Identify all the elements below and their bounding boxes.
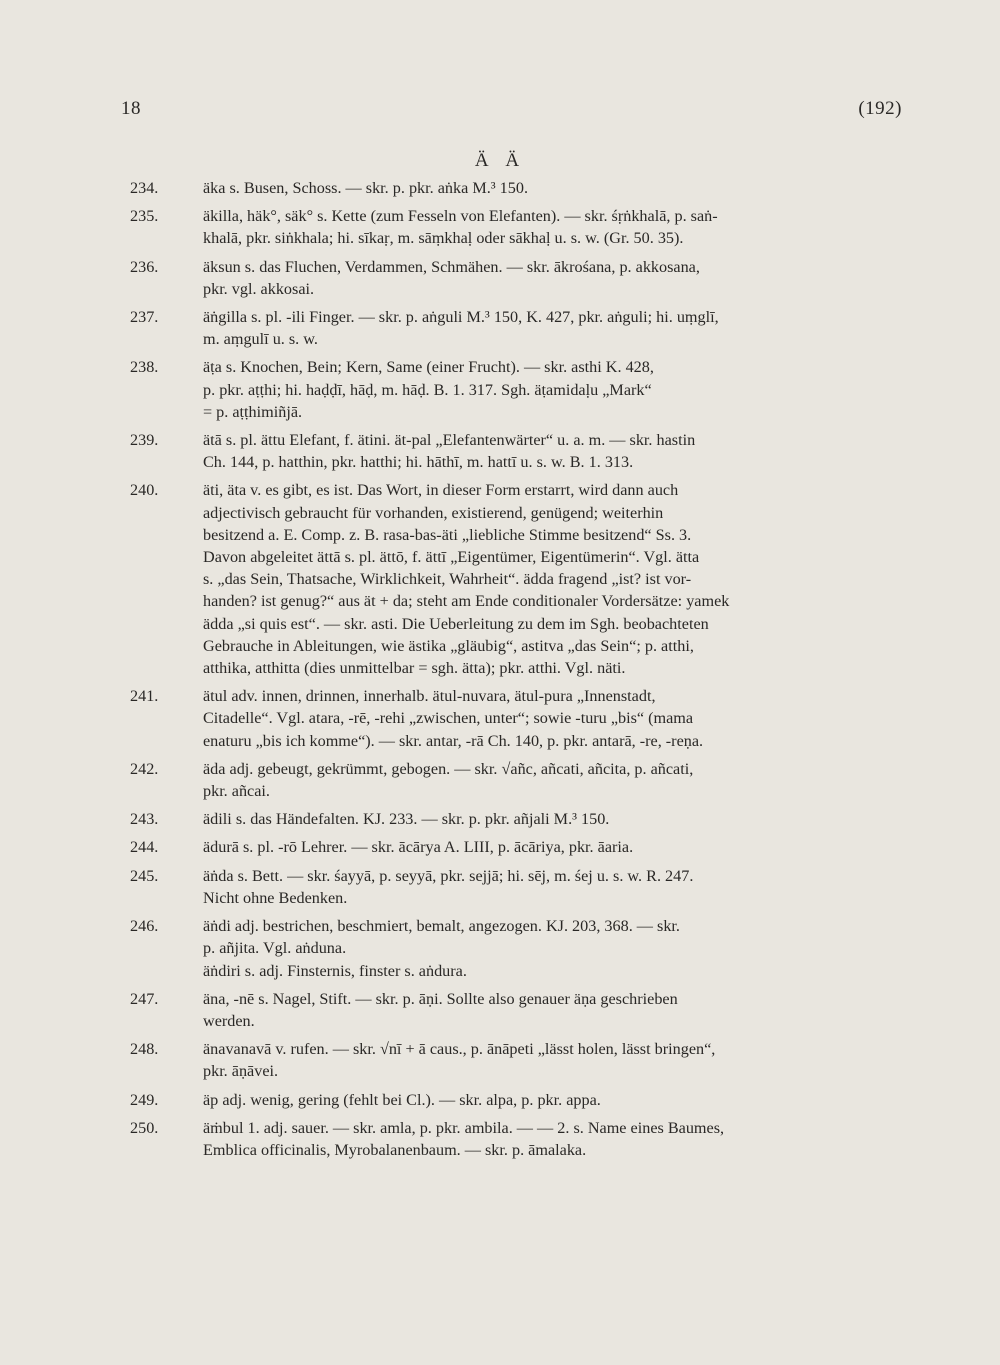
entry-line: äksun s. das Fluchen, Verdammen, Schmähen. — skr. ākrośana, p. akkosana, — [203, 257, 700, 276]
entry-text — [203, 685, 910, 752]
entry-line: p. pkr. aṭṭhi; hi. haḍḍī, hāḍ, m. hāḍ. B. 1. 317. Sgh. äṭamidaḷu „Mark“ — [203, 380, 652, 399]
entry-line: Citadelle“. Vgl. atara, -rē, -rehi „zwischen, unter“; sowie -turu „bis“ (mama — [203, 709, 694, 728]
entry-text — [203, 988, 910, 1032]
entry-text — [203, 865, 910, 909]
section-heading: Ä Ä — [474, 150, 526, 171]
entry-line: pkr. vgl. akkosai. — [203, 279, 315, 298]
entry-number: 244. — [130, 838, 159, 857]
entry-text — [203, 1117, 910, 1161]
entry-line: s. „das Sein, Thatsache, Wirklichkeit, Wahrheit“. ädda fragend „ist? ist vor- — [203, 570, 692, 589]
entry-text — [203, 429, 910, 473]
entry-line: pkr. āṇāvei. — [203, 1062, 279, 1081]
entry-number: 248. — [130, 1040, 159, 1059]
entry-line: äp adj. wenig, gering (fehlt bei Cl.). — skr. alpa, p. pkr. appa. — [203, 1090, 601, 1109]
entry-line: Emblica officinalis, Myrobalanenbaum. — skr. p. āmalaka. — [203, 1140, 587, 1159]
entry-number: 241. — [130, 687, 159, 706]
entry-line: besitzend a. E. Comp. z. B. rasa-bas-äti „liebliche Stimme besitzend“ Ss. 3. — [203, 525, 692, 544]
entry-number: 243. — [130, 810, 159, 829]
dictionary-entry — [130, 808, 910, 830]
dictionary-entry — [130, 356, 910, 423]
entry-line: äna, -nē s. Nagel, Stift. — skr. p. āṇi. Sollte also genauer äṇa geschrieben — [203, 989, 678, 1008]
entry-line: äka s. Busen, Schoss. — skr. p. pkr. aṅka M.³ 150. — [203, 179, 528, 197]
entry-text — [203, 177, 910, 199]
entry-line: enaturu „bis ich komme“). — skr. antar, -rā Ch. 140, p. pkr. antarā, -re, -reṇa. — [203, 731, 704, 750]
page-number-left: 18 — [121, 98, 141, 119]
entry-line: = p. aṭṭhimiñjā. — [203, 402, 303, 421]
entry-text — [203, 306, 910, 350]
entry-line: äda adj. gebeugt, gekrümmt, gebogen. — skr. √añc, añcati, añcita, p. añcati, — [203, 759, 694, 778]
entry-number: 240. — [130, 481, 159, 500]
entry-text — [203, 205, 910, 249]
dictionary-entry — [130, 1117, 910, 1161]
entry-line: äṅda s. Bett. — skr. śayyā, p. seyyā, pkr. sejjā; hi. sēj, m. śej u. s. w. R. 247. — [203, 866, 694, 885]
dictionary-entry — [130, 1038, 910, 1082]
dictionary-entry — [130, 177, 910, 199]
dictionary-entry — [130, 865, 910, 909]
entry-text — [203, 836, 910, 858]
entry-line: handen? ist genug?“ aus ät + da; steht am Ende conditionaler Vordersätze: yamek — [203, 592, 730, 611]
entry-line: Gebrauche in Ableitungen, wie ästika „gläubig“, astitva „das Sein“; p. atthi, — [203, 636, 694, 655]
dictionary-entry — [130, 915, 910, 982]
entry-line: Ch. 144, p. hatthin, pkr. hatthi; hi. hāthī, m. hattī u. s. w. B. 1. 313. — [203, 453, 634, 472]
entry-line: ädili s. das Händefalten. KJ. 233. — skr. p. pkr. añjali M.³ 150. — [203, 810, 610, 829]
entry-number: 249. — [130, 1090, 159, 1109]
entry-number: 237. — [130, 308, 159, 327]
entry-line: ätā s. pl. ättu Elefant, f. ätini. ät-pal „Elefantenwärter“ u. a. m. — skr. hastin — [203, 431, 696, 450]
entry-number: 246. — [130, 917, 159, 936]
dictionary-entry — [130, 256, 910, 300]
dictionary-entry — [130, 758, 910, 802]
entry-line: äṭa s. Knochen, Bein; Kern, Same (einer Frucht). — skr. asthi K. 428, — [203, 358, 654, 377]
entry-text — [203, 1038, 910, 1082]
dictionary-entry — [130, 836, 910, 858]
entry-number: 239. — [130, 431, 159, 450]
entry-line: m. aṃgulī u. s. w. — [203, 330, 318, 349]
entry-line: änavanavā v. rufen. — skr. √nī + ā caus., p. ānāpeti „lässt holen, lässt bringen“, — [203, 1040, 716, 1059]
entry-line: äṁbul 1. adj. sauer. — skr. amla, p. pkr. ambila. — — 2. s. Name eines Baumes, — [203, 1118, 725, 1137]
entry-text — [203, 915, 910, 982]
entry-text — [203, 256, 910, 300]
page-number-right: (192) — [858, 98, 902, 119]
entry-text — [203, 808, 910, 830]
entry-number: 236. — [130, 257, 159, 276]
entry-line: äkilla, häk°, säk° s. Kette (zum Fesseln von Elefanten). — skr. śṛṅkhalā, p. saṅ- — [203, 207, 718, 226]
entry-number: 238. — [130, 358, 159, 377]
dictionary-entry — [130, 988, 910, 1032]
dictionary-entry — [130, 479, 910, 679]
dictionary-entry — [130, 429, 910, 473]
entry-line: ädurā s. pl. -rō Lehrer. — skr. ācārya A. LIII, p. ācāriya, pkr. āaria. — [203, 838, 634, 857]
entry-line: Nicht ohne Bedenken. — [203, 888, 348, 907]
entry-line: ätul adv. innen, drinnen, innerhalb. ätul-nuvara, ätul-pura „Innenstadt, — [203, 687, 656, 706]
entry-number: 242. — [130, 759, 159, 778]
entry-line: atthika, atthitta (dies unmittelbar = sgh. ätta); pkr. atthi. Vgl. näti. — [203, 659, 626, 678]
entry-line: ädda „si quis est“. — skr. asti. Die Ueberleitung zu dem im Sgh. beobachteten — [203, 614, 709, 633]
entry-line: p. añjita. Vgl. aṅduna. — [203, 939, 347, 958]
entry-line: äṅgilla s. pl. -ili Finger. — skr. p. aṅguli M.³ 150, K. 427, pkr. aṅguli; hi. uṃglī, — [203, 308, 719, 327]
entry-line: Davon abgeleitet ättā s. pl. ättō, f. ättī „Eigentümer, Eigentümerin“. Vgl. ätta — [203, 548, 700, 567]
entry-number: 235. — [130, 207, 159, 226]
entry-text — [203, 356, 910, 423]
entry-line: werden. — [203, 1011, 255, 1030]
entry-text — [203, 758, 910, 802]
entry-line: khalā, pkr. siṅkhala; hi. sīkaṛ, m. sāṃkhaḷ oder sākhaḷ u. s. w. (Gr. 50. 35). — [203, 229, 684, 248]
entry-line: äṅdiri s. adj. Finsternis, finster s. aṅdura. — [203, 961, 467, 980]
entry-text — [203, 1089, 910, 1111]
entry-line: äti, äta v. es gibt, es ist. Das Wort, in dieser Form erstarrt, wird dann auch — [203, 481, 679, 500]
dictionary-entry — [130, 306, 910, 350]
entry-text — [203, 479, 910, 679]
dictionary-entry — [130, 685, 910, 752]
entry-line: pkr. añcai. — [203, 782, 270, 801]
entry-number: 245. — [130, 866, 159, 885]
entry-number: 250. — [130, 1118, 159, 1137]
dictionary-entry — [130, 1089, 910, 1111]
dictionary-entries — [130, 177, 910, 1167]
entry-line: äṅdi adj. bestrichen, beschmiert, bemalt, angezogen. KJ. 203, 368. — skr. — [203, 917, 680, 936]
dictionary-entry — [130, 205, 910, 249]
entry-number: 247. — [130, 989, 159, 1008]
entry-number: 234. — [130, 179, 159, 197]
entry-line: adjectivisch gebraucht für vorhanden, existierend, genügend; weiterhin — [203, 503, 664, 522]
